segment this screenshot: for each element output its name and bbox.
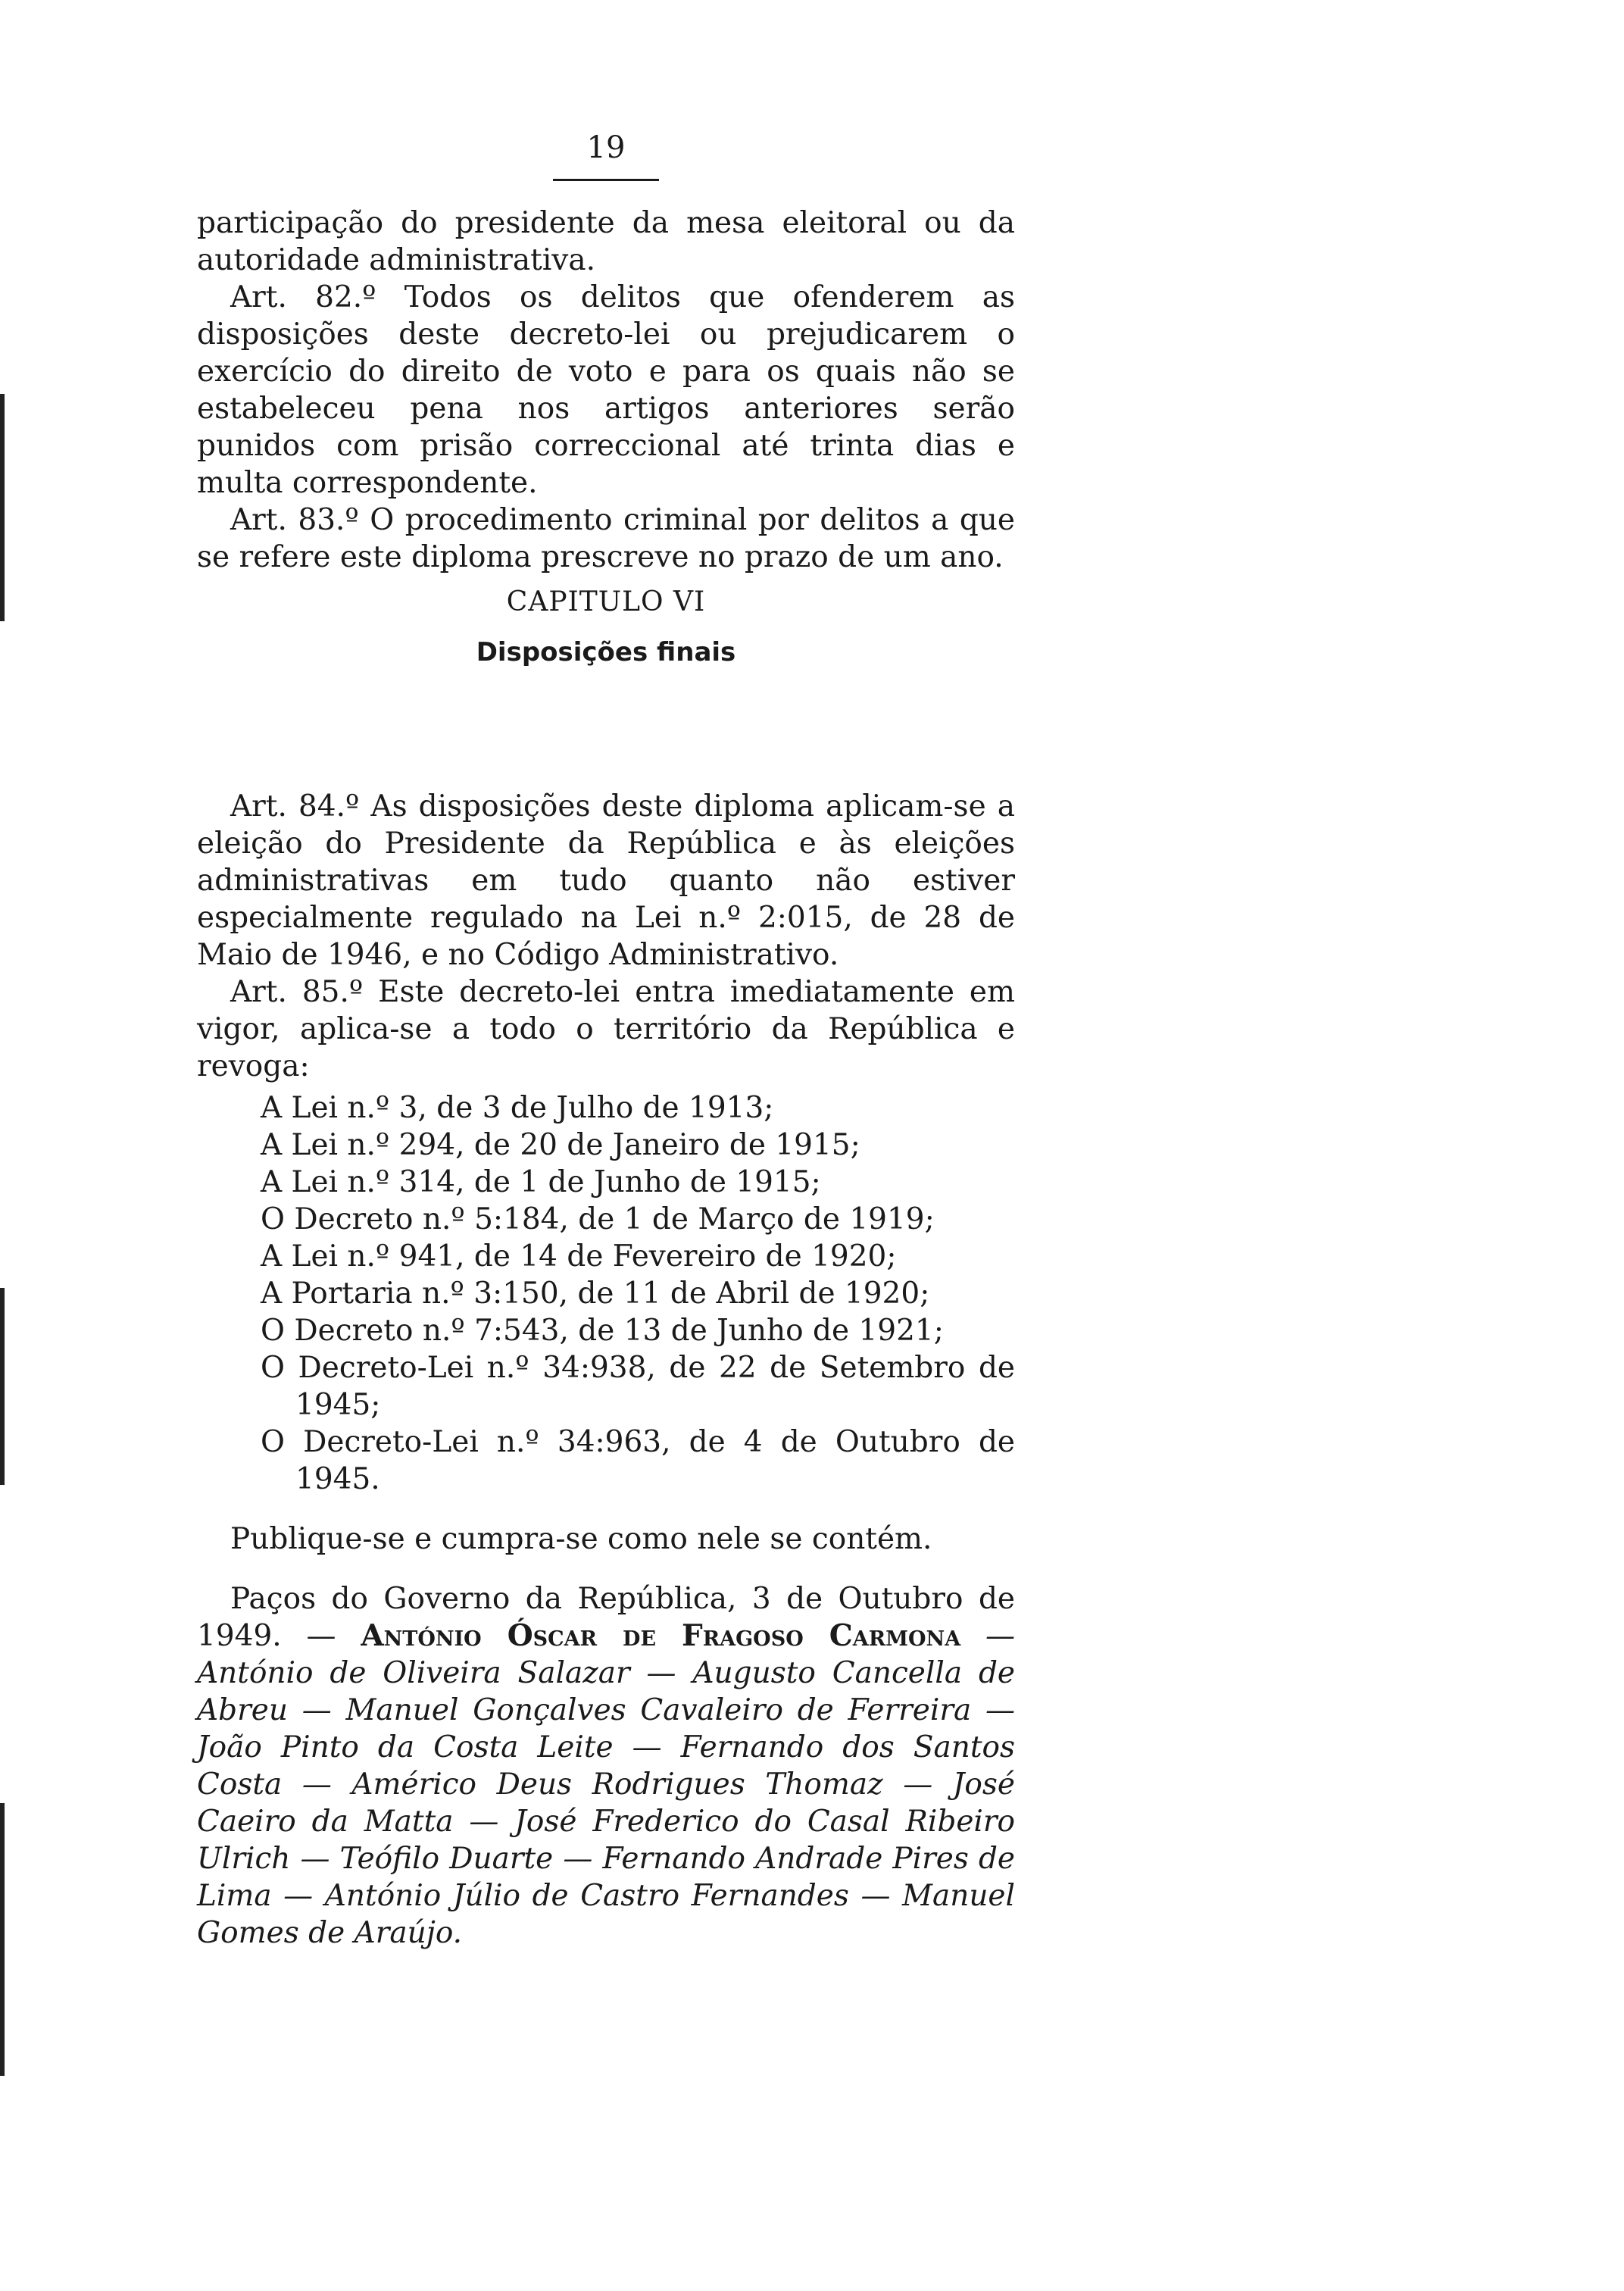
page-number-rule bbox=[553, 179, 659, 181]
continuation-paragraph: participação do presidente da mesa eleitoral ou da autoridade administrativa. bbox=[197, 206, 1015, 277]
section-heading: Disposições finais bbox=[476, 637, 736, 667]
article-82: Art. 82.º Todos os delitos que ofenderem as disposições deste decreto-lei ou prejudicarem o exercício do direito de voto e para os quais não se estabeleceu pena nos artigos anteriores serão punidos com prisão correccional até trinta dias e multa correspondente. bbox=[197, 280, 1015, 500]
article-84: Art. 84.º As disposições deste diploma aplicam-se a eleição do Presidente da República e às eleições administrativas em tudo quanto não estiver especialmente regulado na Lei n.º 2:015, de 28 de Maio de 1946, e no Código Administrativo. bbox=[197, 789, 1015, 972]
list-item: O Decreto-Lei n.º 34:963, de 4 de Outubro de 1945. bbox=[261, 1425, 1015, 1496]
chapter-heading: CAPITULO VI bbox=[506, 586, 706, 617]
final-provisions-block bbox=[197, 788, 1015, 1952]
list-item: O Decreto n.º 7:543, de 13 de Junho de 1921; bbox=[261, 1314, 944, 1348]
signature-ministers: — António de Oliveira Salazar — Augusto Cancella de Abreu — Manuel Gonçalves Cavaleiro de Ferreira — João Pinto da Costa Leite — Fernando dos Santos Costa — Américo Deus Rodrigues Thomaz — José Caeiro da Matta — José Frederico do Casal Ribeiro Ulrich — Teófilo Duarte — Fernando Andrade Pires de Lima — António Júlio de Castro Fernandes — Manuel Gomes de Araújo. bbox=[197, 1619, 1016, 1950]
list-item: A Portaria n.º 3:150, de 11 de Abril de 1920; bbox=[261, 1277, 930, 1311]
list-item: A Lei n.º 941, de 14 de Fevereiro de 1920; bbox=[261, 1239, 897, 1274]
page-number: 19 bbox=[586, 130, 626, 165]
list-item: A Lei n.º 314, de 1 de Junho de 1915; bbox=[261, 1165, 821, 1199]
article-83: Art. 83.º O procedimento criminal por delitos a que se refere este diploma prescreve no prazo de um ano. bbox=[197, 503, 1015, 574]
list-item: O Decreto n.º 5:184, de 1 de Março de 1919; bbox=[261, 1202, 935, 1236]
list-item: O Decreto-Lei n.º 34:938, de 22 de Setembro de 1945; bbox=[261, 1351, 1015, 1422]
chapter-header bbox=[197, 583, 1015, 671]
revoked-legislation-list bbox=[197, 1089, 1015, 1498]
scan-edge-mark bbox=[0, 394, 5, 621]
scan-edge-mark bbox=[0, 1803, 5, 2076]
articles-block bbox=[197, 205, 1015, 576]
signature-president: António Óscar de Fragoso Carmona bbox=[361, 1618, 961, 1653]
article-85: Art. 85.º Este decreto-lei entra imediatamente em vigor, aplica-se a todo o território da República e revoga: bbox=[197, 975, 1015, 1083]
publication-order: Publique-se e cumpra-se como nele se contém. bbox=[230, 1522, 932, 1556]
list-item: A Lei n.º 3, de 3 de Julho de 1913; bbox=[261, 1091, 774, 1125]
closing-signatures bbox=[197, 1580, 1015, 1952]
list-item: A Lei n.º 294, de 20 de Janeiro de 1915; bbox=[261, 1128, 860, 1162]
closing-place-date: Paços do Governo da República, 3 de Outubro de 1949. — bbox=[197, 1582, 1015, 1653]
scan-edge-mark bbox=[0, 1288, 5, 1485]
